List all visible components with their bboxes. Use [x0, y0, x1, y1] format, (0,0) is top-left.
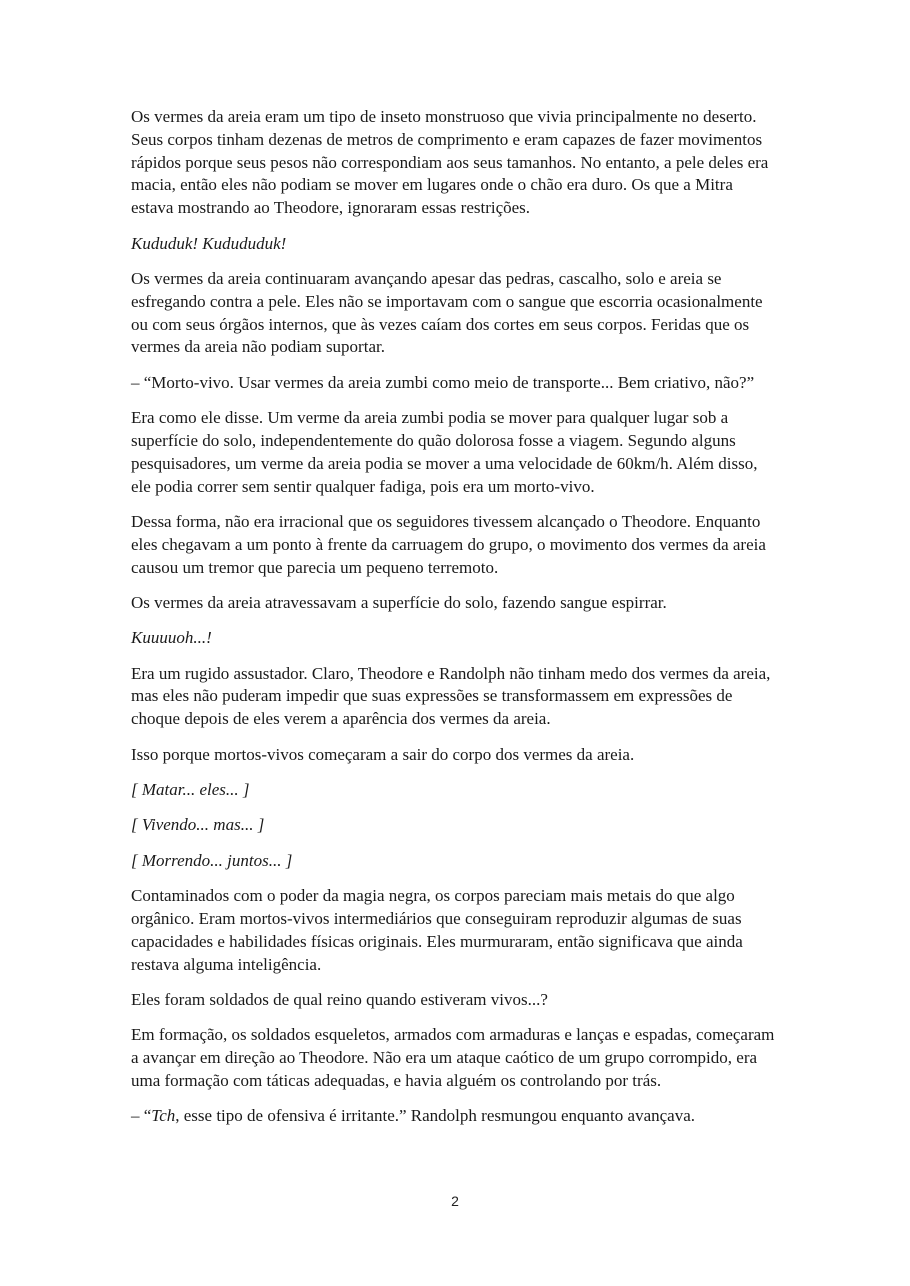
sound-effect: Kududuk! Kudududuk!: [131, 233, 287, 253]
sound-effect: Kuuuuoh...!: [131, 628, 212, 648]
paragraph: Era um rugido assustador. Claro, Theodore e Randolph não tinham medo dos vermes da areia, mas eles não puderam impedir que suas expressões se transformassem em expressões de choque depois de eles verem a aparência dos vermes da areia.: [131, 663, 771, 729]
undead-murmur: [ Morrendo... juntos... ]: [131, 850, 293, 870]
dialogue-prefix: – “: [131, 1106, 152, 1126]
dialogue-italic: Tch: [151, 1106, 176, 1126]
paragraph: Os vermes da areia atravessavam a superfície do solo, fazendo sangue espirrar.: [131, 592, 667, 612]
paragraph: Dessa forma, não era irracional que os seguidores tivessem alcançado o Theodore. Enquanto eles chegavam a um ponto à frente da carruagem do grupo, o movimento dos vermes da areia causou um tremor que parecia um pequeno terremoto.: [131, 511, 766, 577]
body-text: [131, 106, 779, 1141]
page-number: 2: [451, 1193, 459, 1209]
paragraph: Em formação, os soldados esqueletos, armados com armaduras e lanças e espadas, começaram a avançar em direção ao Theodore. Não era um ataque caótico de um grupo corrompido, era uma formação com táticas adequadas, e havia alguém os controlando por trás.: [131, 1025, 775, 1090]
dialogue-line: – “Morto-vivo. Usar vermes da areia zumbi como meio de transporte... Bem criativo, não?”: [131, 372, 755, 392]
paragraph: Os vermes da areia continuaram avançando apesar das pedras, cascalho, solo e areia se esfregando contra a pele. Eles não se importavam com o sangue que escorria ocasionalmente ou com seus órgãos internos, que às vezes caíam dos cortes em seus corpos. Feridas que os vermes da areia não podiam suportar.: [131, 268, 763, 357]
undead-murmur: [ Matar... eles... ]: [131, 780, 250, 800]
dialogue-suffix: , esse tipo de ofensiva é irritante.” Randolph resmungou enquanto avançava.: [175, 1106, 695, 1126]
paragraph: Contaminados com o poder da magia negra, os corpos pareciam mais metais do que algo orgânico. Eram mortos-vivos intermediários que conseguiram reproduzir algumas de suas capacidades e habilidades físicas originais. Eles murmuraram, então significava que ainda restava alguma inteligência.: [131, 886, 743, 974]
paragraph: Eles foram soldados de qual reino quando estiveram vivos...?: [131, 990, 548, 1010]
paragraph: Era como ele disse. Um verme da areia zumbi podia se mover para qualquer lugar sob a superfície do solo, independentemente do quão dolorosa fosse a viagem. Segundo alguns pesquisadores, um verme da areia podia se mover a uma velocidade de 60km/h. Além disso, ele podia correr sem sentir qualquer fadiga, pois era um morto-vivo.: [131, 408, 758, 496]
undead-murmur: [ Vivendo... mas... ]: [131, 815, 265, 835]
paragraph: Os vermes da areia eram um tipo de inseto monstruoso que vivia principalmente no deserto. Seus corpos tinham dezenas de metros de comprimento e eram capazes de fazer movimentos rápidos porque seus pesos não correspondiam aos seus tamanhos. No entanto, a pele deles era macia, então eles não podiam se mover em lugares onde o chão era duro. Os que a Mitra estava mostrando ao Theodore, ignoraram essas restrições.: [131, 107, 769, 218]
paragraph: Isso porque mortos-vivos começaram a sair do corpo dos vermes da areia.: [131, 744, 635, 764]
dialogue-line: [131, 1105, 779, 1128]
